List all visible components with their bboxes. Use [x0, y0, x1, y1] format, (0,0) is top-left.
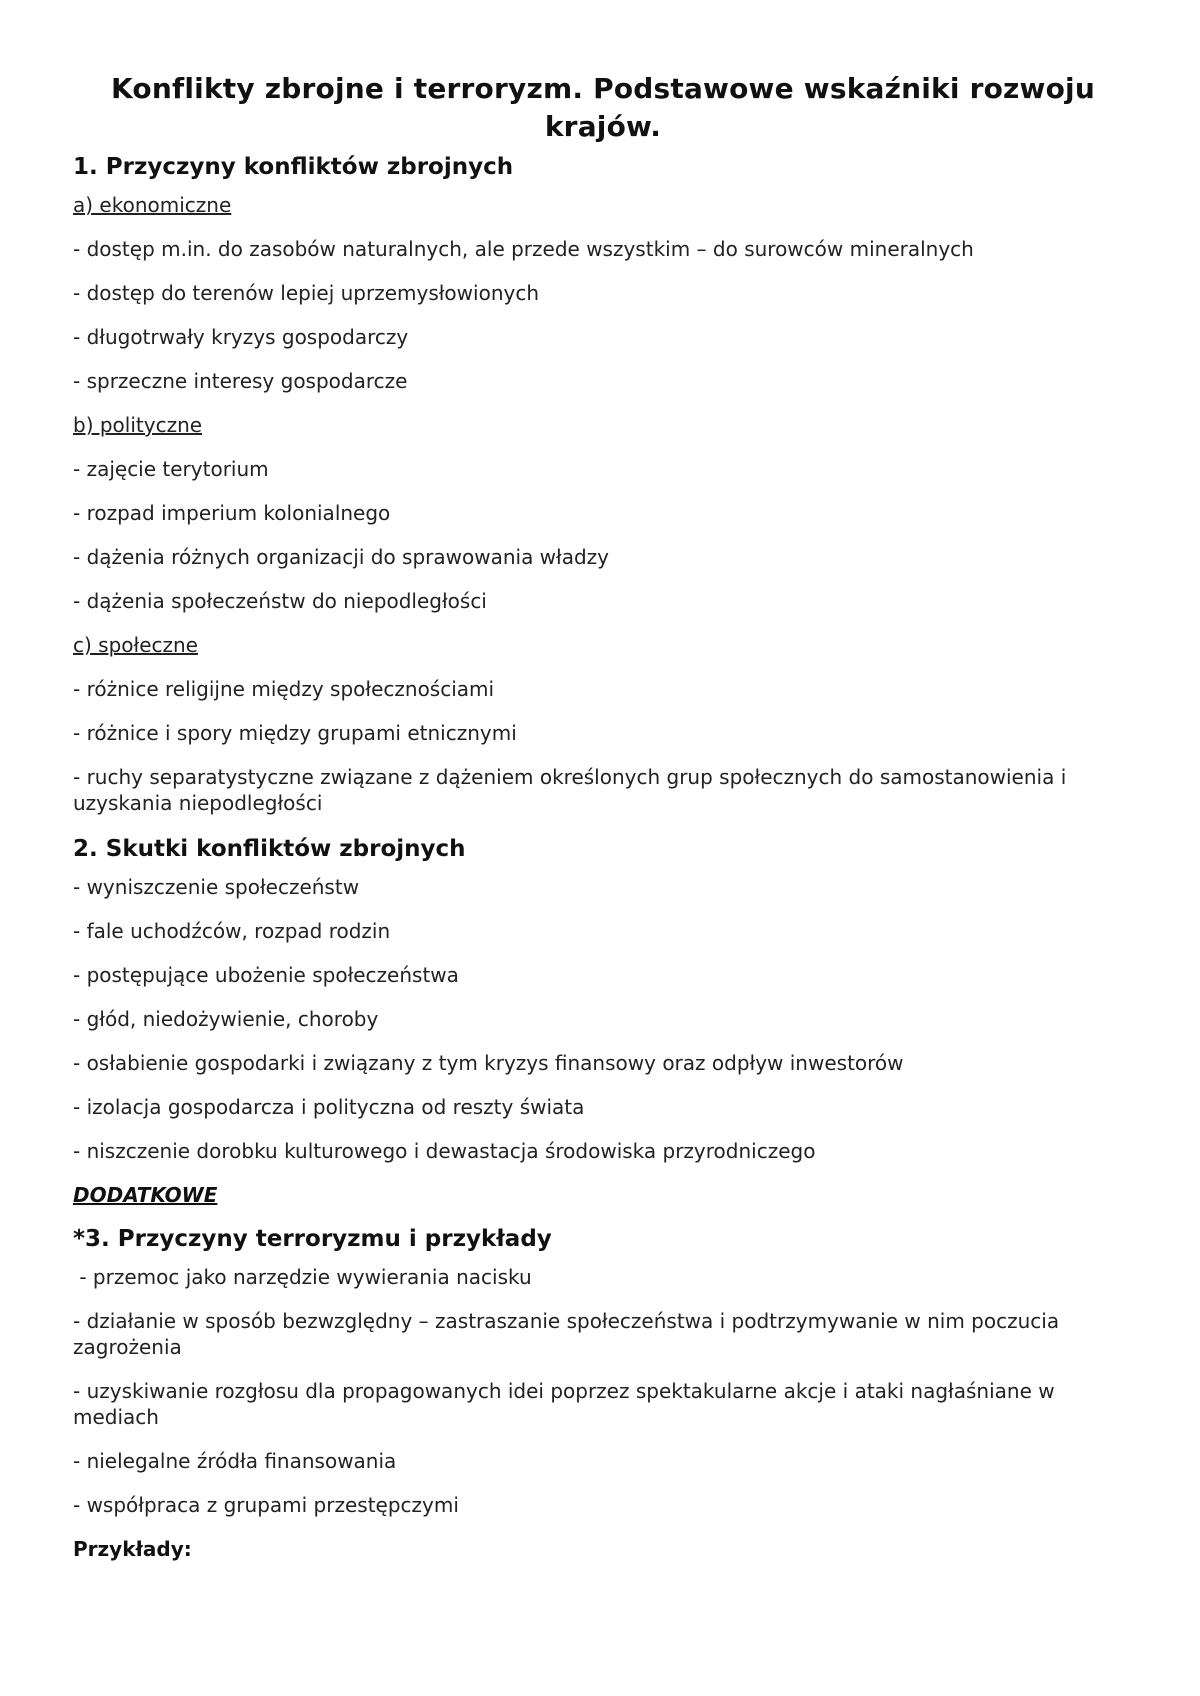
list-item: - izolacja gospodarcza i polityczna od reszty świata — [73, 1095, 585, 1119]
list-item: - rozpad imperium kolonialnego — [73, 501, 391, 525]
section-heading-causes: 1. Przyczyny konfliktów zbrojnych — [73, 154, 514, 180]
subheading-social: c) społeczne — [73, 633, 198, 657]
section-heading-terrorism: *3. Przyczyny terroryzmu i przykłady — [73, 1226, 552, 1252]
list-item: - sprzeczne interesy gospodarcze — [73, 369, 408, 393]
list-item: - dostęp do terenów lepiej uprzemysłowionych — [73, 281, 539, 305]
list-item: - uzyskiwanie rozgłosu dla propagowanych idei poprzez spektakularne akcje i ataki nagłaśniane w mediach — [73, 1379, 1055, 1429]
list-item: - działanie w sposób bezwzględny – zastraszanie społeczeństwa i podtrzymywanie w nim poczucia zagrożenia — [73, 1309, 1060, 1359]
examples-label: Przykłady: — [73, 1537, 192, 1561]
list-item: - różnice religijne między społecznościami — [73, 677, 495, 701]
list-item: - głód, niedożywienie, choroby — [73, 1007, 379, 1031]
list-item: - dążenia różnych organizacji do sprawowania władzy — [73, 545, 610, 569]
subheading-economic: a) ekonomiczne — [73, 193, 232, 217]
list-item: - osłabienie gospodarki i związany z tym kryzys finansowy oraz odpływ inwestorów — [73, 1051, 904, 1075]
subheading-political: b) polityczne — [73, 413, 203, 437]
document-title: Konflikty zbrojne i terroryzm. Podstawowe wskaźniki rozwoju krajów. — [111, 72, 1095, 143]
list-item: - współpraca z grupami przestępczymi — [73, 1493, 459, 1517]
list-item: - przemoc jako narzędzie wywierania nacisku — [73, 1265, 532, 1289]
list-item: - zajęcie terytorium — [73, 457, 269, 481]
section-heading-effects: 2. Skutki konfliktów zbrojnych — [73, 836, 466, 862]
list-item: - różnice i spory między grupami etnicznymi — [73, 721, 517, 745]
list-item: - dostęp m.in. do zasobów naturalnych, ale przede wszystkim – do surowców mineralnych — [73, 237, 974, 261]
list-item: - fale uchodźców, rozpad rodzin — [73, 919, 391, 943]
document-page — [73, 70, 1133, 1562]
list-item: - niszczenie dorobku kulturowego i dewastacja środowiska przyrodniczego — [73, 1139, 816, 1163]
list-item: - postępujące ubożenie społeczeństwa — [73, 963, 459, 987]
list-item: - wyniszczenie społeczeństw — [73, 875, 360, 899]
list-item: - dążenia społeczeństw do niepodległości — [73, 589, 487, 613]
list-item: - ruchy separatystyczne związane z dążeniem określonych grup społecznych do samostanowienia i uzyskania niepodległości — [73, 765, 1067, 815]
list-item: - długotrwały kryzys gospodarczy — [73, 325, 409, 349]
list-item: - nielegalne źródła finansowania — [73, 1449, 397, 1473]
extra-label: DODATKOWE — [73, 1183, 218, 1207]
